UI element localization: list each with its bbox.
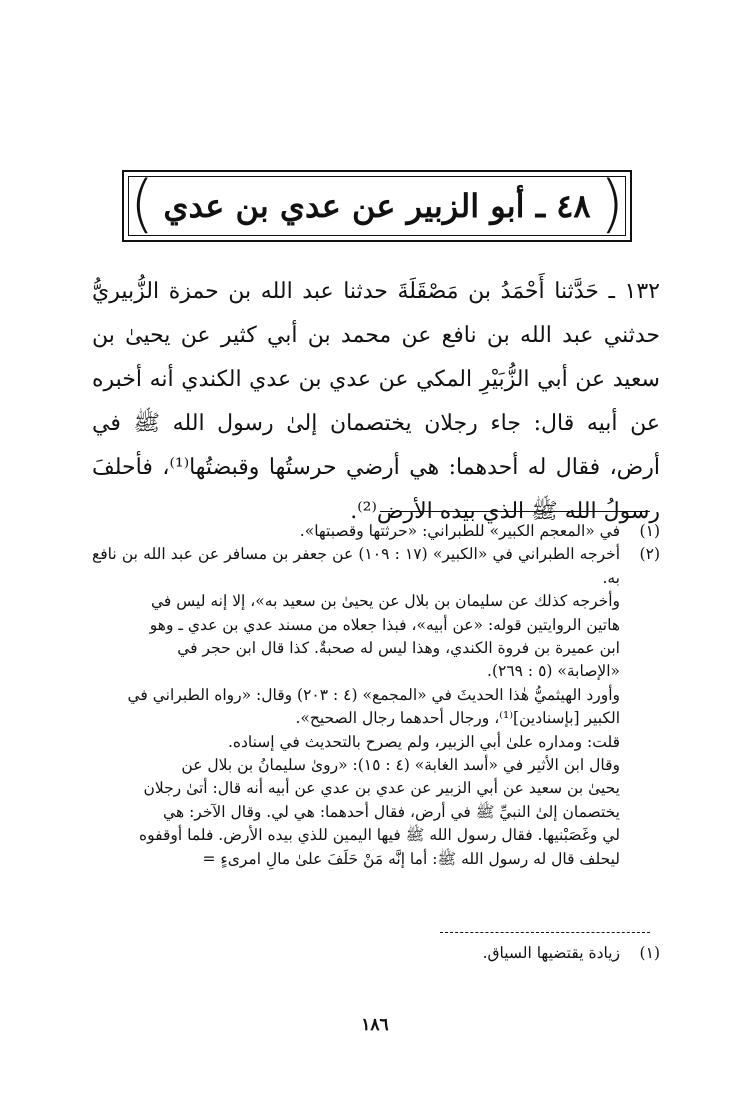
footnote-line: وأخرجه كذلك عن سليمان بن بلال عن يحيىٰ بن سعيد به»، إلا إنه ليس في <box>151 592 620 611</box>
subnote-1 <box>92 942 660 965</box>
footnote-line: وقال ابن الأثير في «أسد الغابة» (٤ : ١٥): «روىٰ سليمانُ بن بلال عن <box>181 756 620 775</box>
footnote-number: (٢) <box>639 545 660 564</box>
footnote-line: أخرجه الطبراني في «الكبير» (١٧ : ١٠٩) عن جعفر بن مسافر عن عبد الله بن نافع به. <box>92 545 621 587</box>
footnote-line: يحيىٰ بن سعيد عن أبي الزبير عن عدي بن عدي عن أبيه أنه قال: أتىٰ رجلان <box>143 779 620 798</box>
footnote-line: ابن عميرة بن فروة الكندي، وهذا ليس له صحبةٌ. كذا قال ابن حجر في <box>177 639 620 658</box>
chapter-title: ٤٨ ـ أبو الزبير عن عدي بن عدي <box>163 187 591 225</box>
footnote-line: وأورد الهيثميُّ هٰذا الحديثَ في «المجمع» (٤ : ٢٠٣) وقال: «رواه الطبراني في <box>127 685 620 704</box>
subnote-body <box>92 942 620 965</box>
left-ornament-bracket: ( <box>130 167 155 240</box>
footnote-line: ليحلف قال له رسول الله ﷺ: أما إنَّه مَنْ حَلَفَ علىٰ مالِ امرىءٍ = <box>202 849 620 868</box>
footnote-body <box>92 543 620 871</box>
footnote-2 <box>92 543 660 871</box>
footnote-body <box>92 520 620 543</box>
footnote-line: قلت: ومداره علىٰ أبي الزبير، ولم يصرح بالتحديث في إسناده. <box>227 732 620 751</box>
subnotes <box>92 942 660 965</box>
footnote-1 <box>92 520 660 543</box>
right-ornament-bracket: ) <box>599 167 624 240</box>
footnote-line: «الإصابة» (٥ : ٢٦٩). <box>487 662 620 681</box>
footnote-number: (١) <box>639 522 660 540</box>
footnote-separator <box>380 511 650 512</box>
chapter-title-frame <box>122 167 632 242</box>
page-number: ١٨٦ <box>361 1015 389 1035</box>
subnote-separator <box>440 932 650 933</box>
footnote-line: الكبير [بإسنادين]⁽¹⁾، ورجال أحدهما رجال الصحيح». <box>295 709 620 728</box>
hadith-body <box>92 270 660 534</box>
footnote-line: يختصمان إلىٰ النبيِّ ﷺ في أرض، فقال أحدهما: هي لي. وقال الآخر: هي <box>163 802 620 821</box>
footnote-line: في «المعجم الكبير» للطبراني: «حرثتها وقصبتها». <box>299 522 620 540</box>
footnotes <box>92 520 660 871</box>
subnote-number: (١) <box>639 944 660 962</box>
hadith-text: ١٣٢ ـ حَدَّثنا أَحْمَدُ بن مَصْقَلَةَ حدثنا عبد الله بن حمزة الزُّبيريُّ حدثني عبد الله بن نافع عن محمد بن أبي كثير عن يحيىٰ بن سعيد عن أبي الزُّبَيْرِ المكي عن عدي بن عدي الكندي أنه أخبره عن أبيه قال: جاء رجلان يختصمان إلىٰ رسول الله ﷺ في أرض، فقال له أحدهما: هي أرضي حرستُها وقبضتُها⁽¹⁾، فأحلفَ رسولُ الله ﷺ الذي بيده الأرض⁽²⁾. <box>92 279 660 524</box>
footnote-line: لي وغَصَبْنيها. فقال رسول الله ﷺ فيها اليمين للذي بيده الأرض. فلما أوقفوه <box>139 826 620 845</box>
subnote-text: زيادة يقتضيها السياق. <box>482 944 620 962</box>
footnote-line: هاتين الروايتين قوله: «عن أبيه»، فبذا جعلاه من مسند عدي بن عدي ـ وهو <box>149 615 620 634</box>
